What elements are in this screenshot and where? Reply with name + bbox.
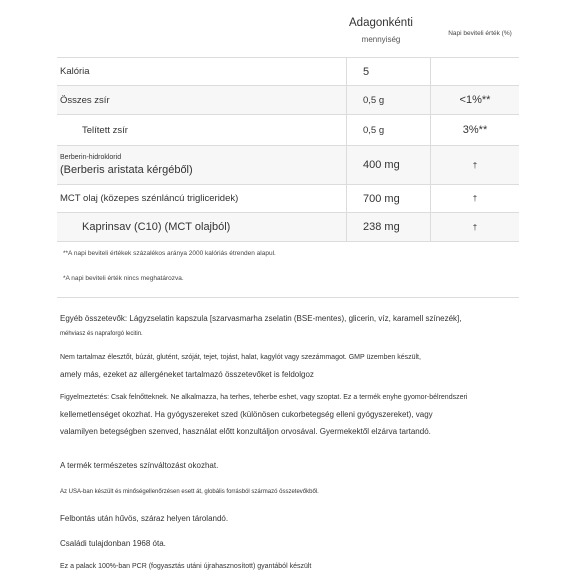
other-ingredients-line1: Egyéb összetevők: Lágyzselatin kapszula [szarvasmarha zselatin (BSE-mentes), glicerin, víz, karamell színezék],	[60, 314, 462, 323]
color-variation-note: A termék természetes színváltozást okozhat.	[60, 461, 219, 470]
nutrient-name: Összes zsír	[60, 94, 110, 106]
table-row	[57, 146, 519, 185]
section-divider	[57, 297, 519, 298]
allergen-line1: Nem tartalmaz élesztőt, búzát, glutént, szóját, tejet, tojást, halat, kagylót vagy szezámmagot. GMP üzemben készült,	[60, 354, 421, 361]
table-row	[57, 58, 519, 86]
footnote-not-established: *A napi beviteli érték nincs meghatározva.	[63, 275, 184, 282]
made-in-usa-note: Az USA-ban készült és minőségellenőrzésen esett át, globális forrásból származó összetevőkből.	[60, 489, 319, 495]
amount-header-line2: mennyiség	[361, 35, 401, 44]
nutrient-daily-value: 3%**	[430, 115, 519, 145]
supplement-facts-table	[57, 57, 519, 242]
nutrient-amount: 5	[346, 58, 430, 85]
storage-note: Felbontás után hűvös, száraz helyen tárolandó.	[60, 514, 229, 523]
family-owned-note: Családi tulajdonban 1968 óta.	[60, 539, 166, 548]
warning-line2: kellemetlenséget okozhat. Ha gyógyszereket szed (különösen cukorbetegség elleni gyógyszereket), vagy	[60, 410, 433, 419]
nutrient-amount: 400 mg	[346, 146, 430, 184]
other-ingredients	[60, 310, 540, 341]
warning-statement	[60, 389, 540, 440]
allergen-statement	[60, 349, 540, 383]
nutrient-daily-value	[430, 58, 519, 85]
footnote-daily-value-basis: **A napi beviteli értékek százalékos aránya 2000 kalóriás étrenden alapul.	[63, 250, 276, 257]
nutrient-amount: 238 mg	[346, 213, 430, 241]
nutrient-amount: 0,5 g	[346, 86, 430, 114]
nutrient-name	[57, 146, 346, 184]
nutrient-daily-value: <1%**	[430, 86, 519, 114]
nutrient-daily-value: †	[430, 185, 519, 212]
nutrient-amount: 700 mg	[346, 185, 430, 212]
nutrient-daily-value: †	[430, 146, 519, 184]
nutrient-name: Kalória	[60, 66, 90, 77]
nutrient-name: Kaprinsav (C10) (MCT olajból)	[82, 221, 231, 233]
amount-header-line1: Adagonkénti	[349, 17, 413, 29]
nutrient-name: Telített zsír	[82, 124, 128, 136]
nutrient-name: MCT olaj (közepes szénláncú trigliceridek)	[60, 193, 239, 204]
table-row	[57, 115, 519, 146]
allergen-line2: amely más, ezeket az allergéneket tartalmazó összetevőket is feldolgoz	[60, 370, 314, 379]
warning-line1: Figyelmeztetés: Csak felnőtteknek. Ne alkalmazza, ha terhes, teherbe eshet, vagy szoptat. Ez a termék enyhe gyomor-bélrendszeri	[60, 394, 468, 401]
table-row	[57, 86, 519, 115]
table-row	[57, 213, 519, 242]
nutrient-name-line2: (Berberis aristata kérgéből)	[60, 164, 193, 176]
other-ingredients-line2: méhviasz és napraforgó lecitin.	[60, 331, 143, 337]
nutrient-daily-value: †	[430, 213, 519, 241]
nutrient-amount: 0,5 g	[346, 115, 430, 145]
warning-line3: valamilyen betegségben szenved, használat előtt konzultáljon orvosával. Gyermekektől elzárva tartandó.	[60, 427, 431, 436]
bottle-pcr-note: Ez a palack 100%-ban PCR (fogyasztás utáni újrahasznosított) gyantából készült	[60, 563, 312, 570]
nutrient-name-line1: Berberin-hidroklorid	[60, 154, 122, 161]
amount-per-serving-header	[346, 17, 416, 44]
table-row	[57, 185, 519, 213]
daily-value-header: Napi beviteli érték (%)	[448, 30, 512, 37]
